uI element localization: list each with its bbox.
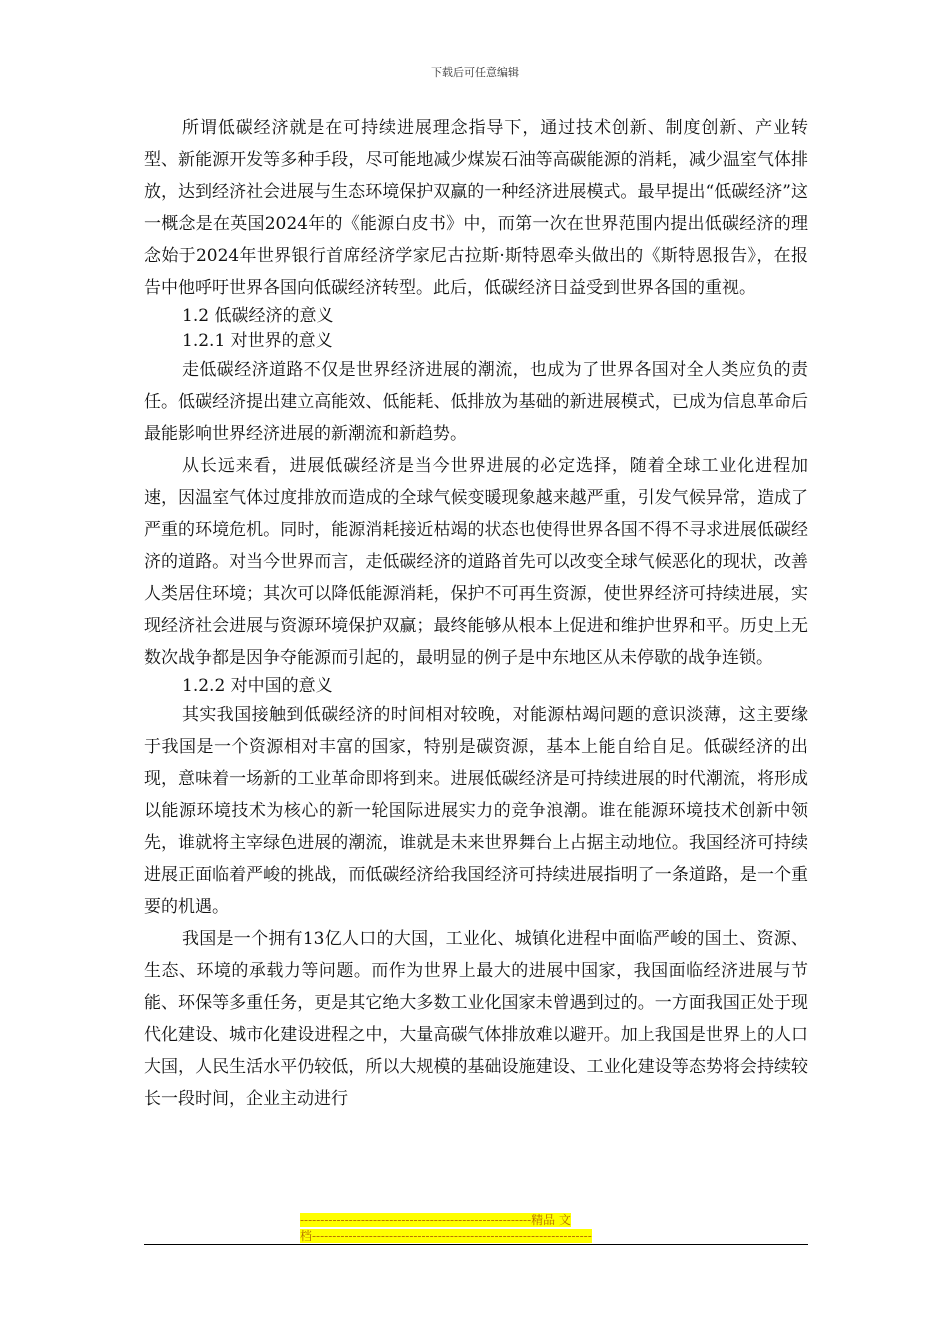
- footer-rule: [144, 1244, 808, 1245]
- footer-watermark-line-1: ---------------------------------------------------------精品 文: [300, 1213, 571, 1227]
- paragraph-china-1: 其实我国接触到低碳经济的时间相对较晚，对能源枯竭问题的意识淡薄，这主要缘于我国是一个资源相对丰富的国家，特别是碳资源，基本上能自给自足。低碳经济的出现，意味着一场新的工业革命即将到来。进展低碳经济是可持续进展的时代潮流，将形成以能源环境技术为核心的新一轮国际进展实力的竞争浪潮。谁在能源环境技术创新中领先，谁就将主宰绿色进展的潮流，谁就是未来世界舞台上占据主动地位。我国经济可持续进展正面临着严峻的挑战，而低碳经济给我国经济可持续进展指明了一条道路，是一个重要的机遇。: [144, 705, 808, 917]
- footer-watermark-line-2: 档---------------------------------------------------------------------: [300, 1229, 592, 1243]
- page-header: 下载后可任意编辑: [431, 66, 519, 79]
- paragraph-china-2: 我国是一个拥有13亿人口的大国，工业化、城镇化进程中面临严峻的国土、资源、生态、环境的承载力等问题。而作为世界上最大的进展中国家，我国面临经济进展与节能、环保等多重任务，更是其它绝大多数工业化国家未曾遇到过的。一方面我国正处于现代化建设、城市化建设进程之中，大量高碳气体排放难以避开。加上我国是世界上的人口大国，人民生活水平仍较低，所以大规模的基础设施建设、工业化建设等态势将会持续较长一段时间，企业主动进行: [144, 929, 808, 1109]
- section-heading-1-2: 1.2 低碳经济的意义: [182, 306, 334, 326]
- document-body: [144, 112, 808, 1115]
- footer-watermark: [300, 1212, 646, 1244]
- paragraph-world-1: 走低碳经济道路不仅是世界经济进展的潮流，也成为了世界各国对全人类应负的责任。低碳经济提出建立高能效、低能耗、低排放为基础的新进展模式，已成为信息革命后最能影响世界经济进展的新潮流和新趋势。: [144, 360, 808, 444]
- paragraph-world-2: 从长远来看，进展低碳经济是当今世界进展的必定选择，随着全球工业化进程加速，因温室气体过度排放而造成的全球气候变暖现象越来越严重，引发气候异常，造成了严重的环境危机。同时，能源消耗接近枯竭的状态也使得世界各国不得不寻求进展低碳经济的道路。对当今世界而言，走低碳经济的道路首先可以改变全球气候恶化的现状，改善人类居住环境；其次可以降低能源消耗，保护不可再生资源，使世界经济可持续进展，实现经济社会进展与资源环境保护双赢；最终能够从根本上促进和维护世界和平。历史上无数次战争都是因争夺能源而引起的，最明显的例子是中东地区从未停歇的战争连锁。: [144, 456, 808, 668]
- paragraph-intro: 所谓低碳经济就是在可持续进展理念指导下，通过技术创新、制度创新、产业转型、新能源开发等多种手段，尽可能地减少煤炭石油等高碳能源的消耗，减少温室气体排放，达到经济社会进展与生态环境保护双赢的一种经济进展模式。最早提出“低碳经济”这一概念是在英国2024年的《能源白皮书》中，而第一次在世界范围内提出低碳经济的理念始于2024年世界银行首席经济学家尼古拉斯·斯特恩牵头做出的《斯特恩报告》，在报告中他呼吁世界各国向低碳经济转型。此后，低碳经济日益受到世界各国的重视。: [144, 118, 808, 298]
- section-heading-1-2-1: 1.2.1 对世界的意义: [182, 331, 333, 351]
- section-heading-1-2-2: 1.2.2 对中国的意义: [182, 676, 333, 696]
